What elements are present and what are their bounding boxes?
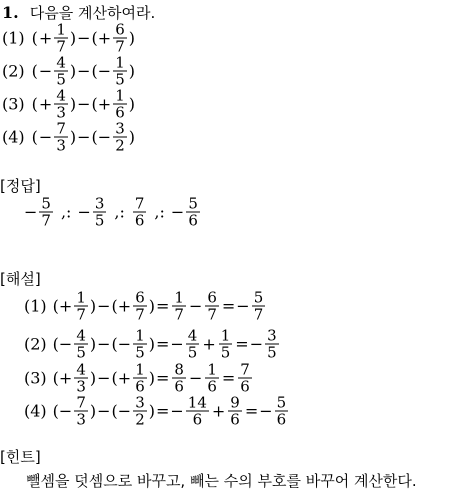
solution-line: (3) ( + $\frac{4}{3}$ ) − ( + $\frac{1}{6}$ ) = $\frac{8}{6}$ − $\frac{1}{6}$ = $\frac{7}{6}$ (24, 360, 250, 396)
fraction: $\frac{1}{5}$ (220, 326, 231, 362)
solution-line: (4) ( − $\frac{7}{3}$ ) − ( − $\frac{3}{2}$ ) = − $\frac{14}{6}$ + $\frac{9}{6}$ = − $\frac{5}{6}$ (24, 393, 287, 429)
fraction: $\frac{9}{6}$ (230, 393, 240, 429)
fraction: $\frac{7}{6}$ (134, 194, 145, 230)
sign: + (97, 28, 112, 48)
problem-item: (4) ( − $\frac{7}{3}$ ) − ( − $\frac{3}{2}$ ) (2, 119, 135, 155)
fraction: $\frac{1}{6}$ (207, 360, 217, 396)
problem-item: (3) ( + $\frac{4}{3}$ ) − ( + $\frac{1}{6}$ ) (2, 86, 135, 122)
sign: + (38, 28, 53, 48)
fraction: $\frac{6}{7}$ (135, 288, 145, 324)
answer-heading: [정답] (0, 177, 41, 195)
problem-header (2, 2, 155, 23)
sign: + (97, 94, 112, 114)
fraction: $\frac{7}{6}$ (240, 360, 250, 396)
fraction: $\frac{1}{7}$ (56, 20, 66, 56)
problem-number: 1. (2, 3, 19, 22)
hint-text: 뺄셈을 덧셈으로 바꾸고, 빼는 수의 부호를 바꾸어 계산한다. (26, 472, 417, 490)
sign: − (97, 61, 112, 81)
fraction: $\frac{3}{5}$ (267, 326, 277, 362)
fraction: $\frac{4}{5}$ (76, 326, 86, 362)
fraction: $\frac{3}{5}$ (94, 194, 105, 230)
item-label: (3) (2, 94, 25, 114)
fraction: $\frac{5}{7}$ (253, 288, 264, 324)
fraction: $\frac{4}{5}$ (187, 326, 198, 362)
fraction: $\frac{5}{6}$ (276, 393, 287, 429)
item-label: (1) (2, 28, 25, 48)
problem-item: (2) ( − $\frac{4}{5}$ ) − ( − $\frac{1}{5}$ ) (2, 53, 135, 89)
fraction: $\frac{5}{6}$ (188, 194, 198, 230)
fraction: $\frac{7}{3}$ (56, 119, 66, 155)
fraction: $\frac{1}{7}$ (174, 288, 184, 324)
answer-values: − $\frac{5}{7}$ ,: − $\frac{3}{5}$ ,: $\frac{7}{6}$ ,: − $\frac{5}{6}$ (24, 194, 198, 230)
problem-item: (1) ( + $\frac{1}{7}$ ) − ( + $\frac{6}{7}$ ) (2, 20, 135, 56)
sign: − (38, 127, 53, 147)
fraction: $\frac{8}{6}$ (174, 360, 184, 396)
fraction: $\frac{1}{6}$ (115, 86, 125, 122)
solution-heading: [해설] (0, 270, 41, 288)
fraction: $\frac{14}{6}$ (187, 393, 207, 429)
fraction: $\frac{5}{7}$ (41, 194, 51, 230)
sign: − (38, 61, 53, 81)
fraction: $\frac{6}{7}$ (115, 20, 125, 56)
fraction: $\frac{1}{6}$ (135, 360, 145, 396)
fraction: $\frac{1}{7}$ (76, 288, 86, 324)
item-label: (2) (2, 61, 25, 81)
fraction: $\frac{4}{3}$ (56, 86, 66, 122)
fraction: $\frac{4}{3}$ (76, 360, 86, 396)
fraction: $\frac{6}{7}$ (207, 288, 217, 324)
hint-heading: [힌트] (0, 448, 41, 466)
item-label: (4) (2, 127, 25, 147)
fraction: $\frac{7}{3}$ (76, 393, 86, 429)
fraction: $\frac{3}{2}$ (115, 119, 125, 155)
fraction: $\frac{4}{5}$ (56, 53, 66, 89)
solution-line: (1) ( + $\frac{1}{7}$ ) − ( + $\frac{6}{7}$ ) = $\frac{1}{7}$ − $\frac{6}{7}$ = − $\frac{5}{7}$ (24, 288, 264, 324)
sign: − (97, 127, 112, 147)
fraction: $\frac{1}{5}$ (115, 53, 125, 89)
fraction: $\frac{1}{5}$ (135, 326, 145, 362)
solution-line: (2) ( − $\frac{4}{5}$ ) − ( − $\frac{1}{5}$ ) = − $\frac{4}{5}$ + $\frac{1}{5}$ = − $\frac{3}{5}$ (24, 326, 277, 362)
problem-instruction: 다음을 계산하여라. (29, 4, 156, 22)
fraction: $\frac{3}{2}$ (135, 393, 145, 429)
sign: + (38, 94, 53, 114)
